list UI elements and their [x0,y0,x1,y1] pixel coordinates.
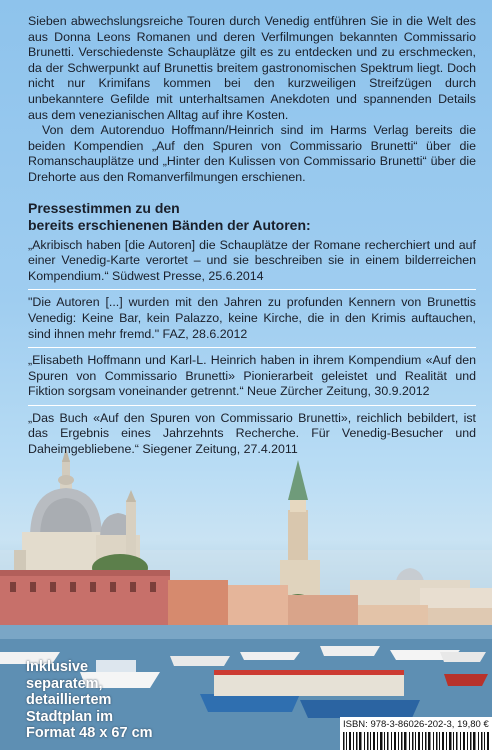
promo-line-3: detailliertem [26,692,112,708]
press-quote-4: „Das Buch «Auf den Spuren von Commissario Brunetti», reichlich bebildert, ist das Ergebnis eines Jahrzehnts Recherche. Für Venedig-Besucher und Daheimgebliebene.“ Siegener Zeitung, 27.4.2011 [28,410,476,457]
promo-line-4: Stadtplan im [26,708,114,725]
promo-line-1: Inklusive [26,659,89,675]
barcode-icon [343,732,489,750]
divider [28,289,476,290]
press-heading-line-2: bereits erschienenen Bänden der Autoren: [28,216,311,233]
divider [28,347,476,348]
intro-paragraph-2: Von dem Autorenduo Hoffmann/Heinrich sind im Harms Verlag bereits die beiden Kompendien „Auf den Spuren von Commissario Brunetti“ über die Romanschauplätze und „Hinter den Kulissen von Commissario Brunetti“ über die Drehorte aus den Romanverfilmungen erschienen. [28,123,476,184]
press-quote-2: "Die Autoren [...] wurden mit den Jahren zu profunden Kennern von Brunettis Venedig: Keine Bar, kein Palazzo, keine Kirche, die in den Krimis auftauchen, sind ihnen mehr fremd." FAZ, 28.6.2012 [28,295,476,341]
isbn-barcode-box [340,717,492,750]
promo-line-2: separatem, [26,675,103,692]
intro-paragraph-1: Sieben abwechslungsreiche Touren durch Venedig entführen Sie in die Welt des aus Donna Leons Romanen und deren Verfilmungen bekannten Commissario Brunetti. Verschiedenste Schauplätze gilt es zu entdecken und zu erschmecken, da der Schwerpunkt auf Brunettis breitem gastronomischen Spektrum liegt. Doch nicht nur Krimifans kommen bei den kurzweiligen Streifzügen durch unbekanntere Gefilde mit unterhaltsamen Anekdoten und spannenden Details aus dem venezianischen Alltag auf ihre Kosten. [28,14,476,122]
campanile-illustration [280,460,320,600]
press-quote-1: „Akribisch haben [die Autoren] die Schauplätze der Romane recherchiert und auf einer Venedig-Karte verortet – und sie beschreiben sie in einem bilderreichen Kompendium.“ Südwest Presse, 25.6.2014 [28,237,476,283]
press-quote-3: „Elisabeth Hoffmann und Karl-L. Heinrich haben in ihrem Kompendium «Auf den Spuren von Commissario Brunetti» Pionierarbeit geleistet und Realität und Fiktion sorgsam voneinander getrennt.“ Neue Zürcher Zeitung, 30.9.2012 [28,353,476,399]
press-heading-line-1: Pressestimmen zu den [28,199,180,216]
divider [28,405,476,406]
text-block [28,14,476,458]
isbn-text: ISBN: 978-3-86026-202-3, 19,80 € [343,719,489,730]
promo-line-5: Format 48 x 67 cm [26,725,153,741]
press-heading [28,200,476,234]
map-promo-text [26,659,206,742]
